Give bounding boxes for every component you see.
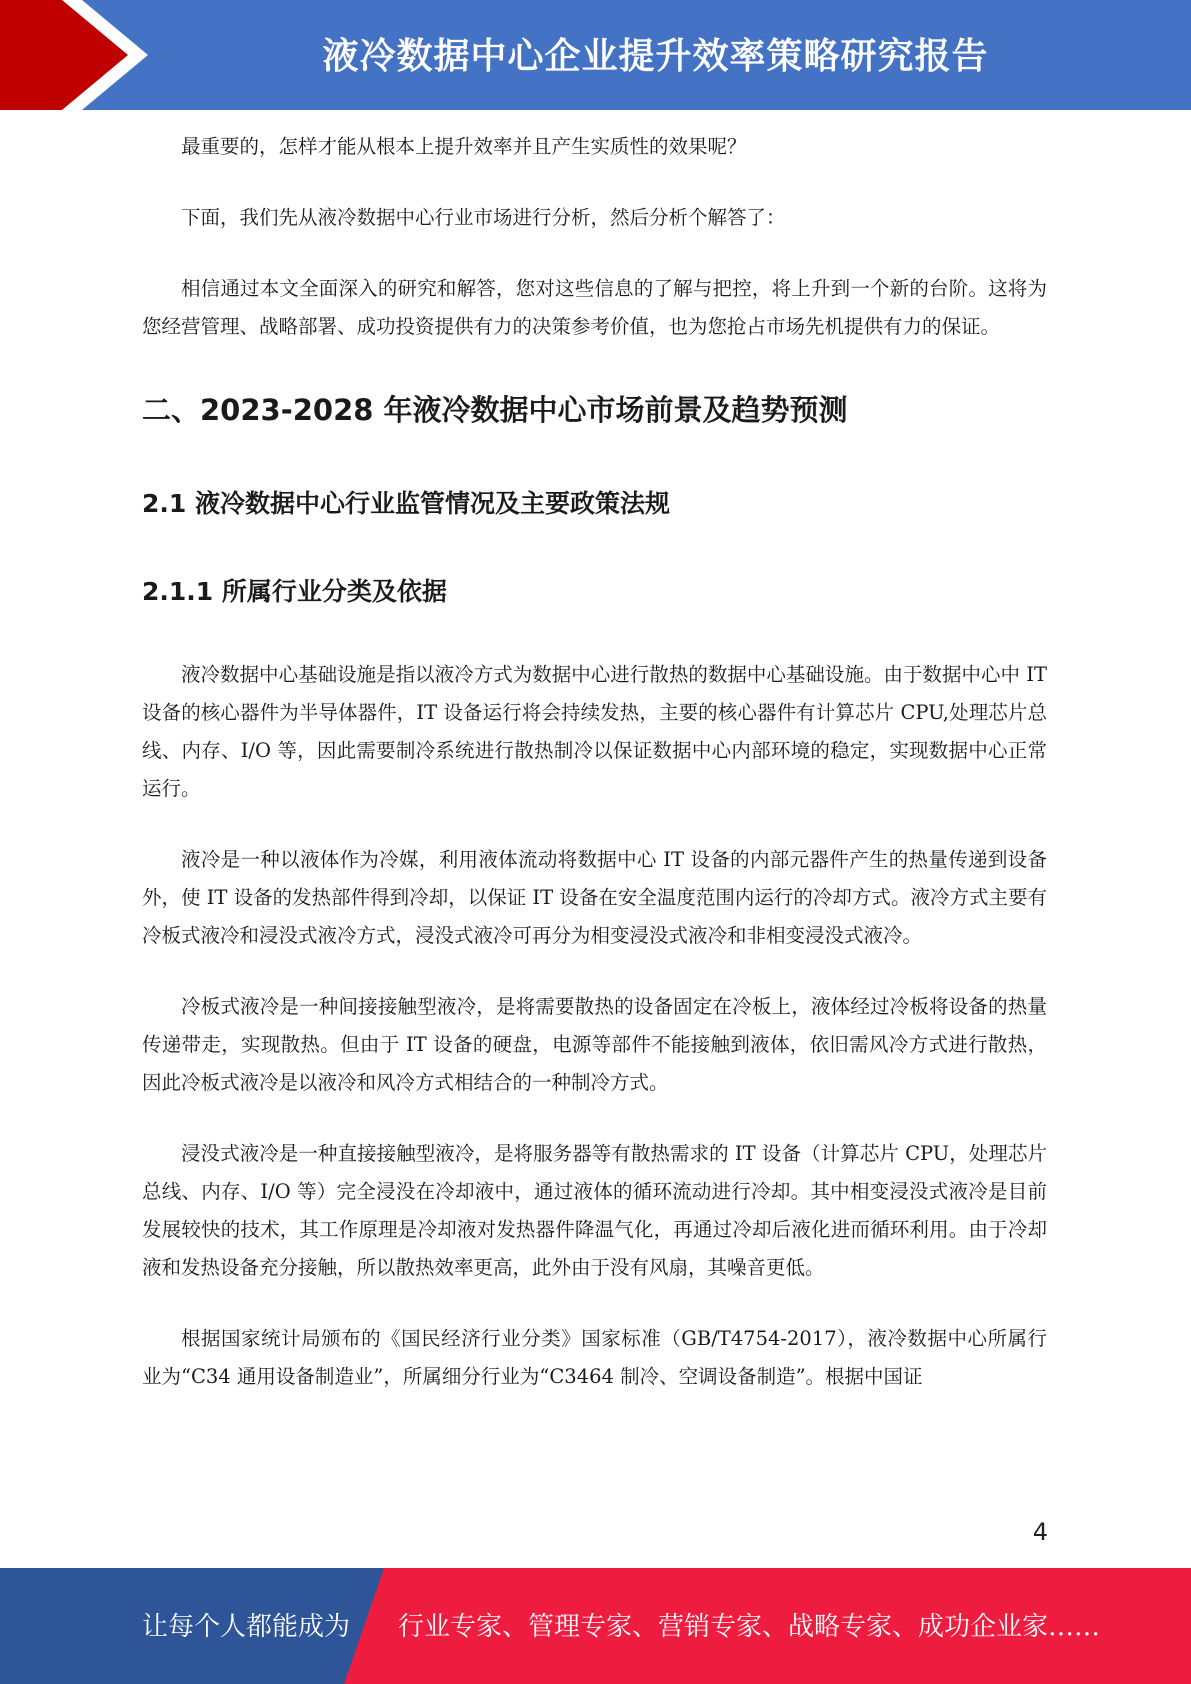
intro-paragraph-3: 相信通过本文全面深入的研究和解答，您对这些信息的了解与把控，将上升到一个新的台阶。这将为您经营管理、战略部署、成功投资提供有力的决策参考价值，也为您抢占市场先机提供有力的保证。	[142, 277, 1047, 338]
subsubsection-heading: 2.1.1 所属行业分类及依据	[142, 577, 447, 606]
page-header	[0, 0, 1191, 110]
intro-paragraph-1: 最重要的，怎样才能从根本上提升效率并且产生实质性的效果呢？	[181, 135, 747, 158]
report-title: 液冷数据中心企业提升效率策略研究报告	[322, 36, 989, 77]
body-paragraph-1: 液冷数据中心基础设施是指以液冷方式为数据中心进行散热的数据中心基础设施。由于数据中心中 IT 设备的核心器件为半导体器件，IT 设备运行将会持续发热，主要的核心器件有计算芯片 CPU,处理芯片总线、内存、I/O 等，因此需要制冷系统进行散热制冷以保证数据中心内部环境的稳定，实现数据中心正常运行。	[142, 663, 1047, 800]
body-paragraph-2: 液冷是一种以液体作为冷媒，利用液体流动将数据中心 IT 设备的内部元器件产生的热量传递到设备外，使 IT 设备的发热部件得到冷却，以保证 IT 设备在安全温度范围内运行的冷却方式。液冷方式主要有冷板式液冷和浸没式液冷方式，浸没式液冷可再分为相变浸没式液冷和非相变浸没式液冷。	[142, 848, 1047, 947]
section-heading: 二、2023-2028 年液冷数据中心市场前景及趋势预测	[142, 393, 848, 427]
body-paragraph-5: 根据国家统计局颁布的《国民经济行业分类》国家标准（GB/T4754-2017），液冷数据中心所属行业为“C34 通用设备制造业”，所属细分行业为“C3464 制冷、空调设备制造”。根据中国证	[142, 1327, 1047, 1388]
body-paragraph-4: 浸没式液冷是一种直接接触型液冷，是将服务器等有散热需求的 IT 设备（计算芯片 CPU，处理芯片总线、内存、I/O 等）完全浸没在冷却液中，通过液体的循环流动进行冷却。其中相变浸没式液冷是目前发展较快的技术，其工作原理是冷却液对发热器件降温气化，再通过冷却后液化进而循环利用。由于冷却液和发热设备充分接触，所以散热效率更高，此外由于没有风扇，其噪音更低。	[142, 1142, 1047, 1279]
page-number: 4	[1032, 1518, 1048, 1546]
subsection-heading: 2.1 液冷数据中心行业监管情况及主要政策法规	[142, 489, 670, 518]
intro-paragraph-2: 下面，我们先从液冷数据中心行业市场进行分析，然后分析个解答了：	[181, 206, 786, 229]
footer-slogan-left: 让每个人都能成为	[142, 1612, 351, 1642]
page-footer	[0, 1568, 1191, 1684]
document-body	[142, 128, 1047, 1396]
body-paragraph-3: 冷板式液冷是一种间接接触型液冷，是将需要散热的设备固定在冷板上，液体经过冷板将设备的热量传递带走，实现散热。但由于 IT 设备的硬盘，电源等部件不能接触到液体，依旧需风冷方式进行散热，因此冷板式液冷是以液冷和风冷方式相结合的一种制冷方式。	[142, 995, 1047, 1094]
footer-slogan-right: 行业专家、管理专家、营销专家、战略专家、成功企业家……	[398, 1612, 1101, 1642]
